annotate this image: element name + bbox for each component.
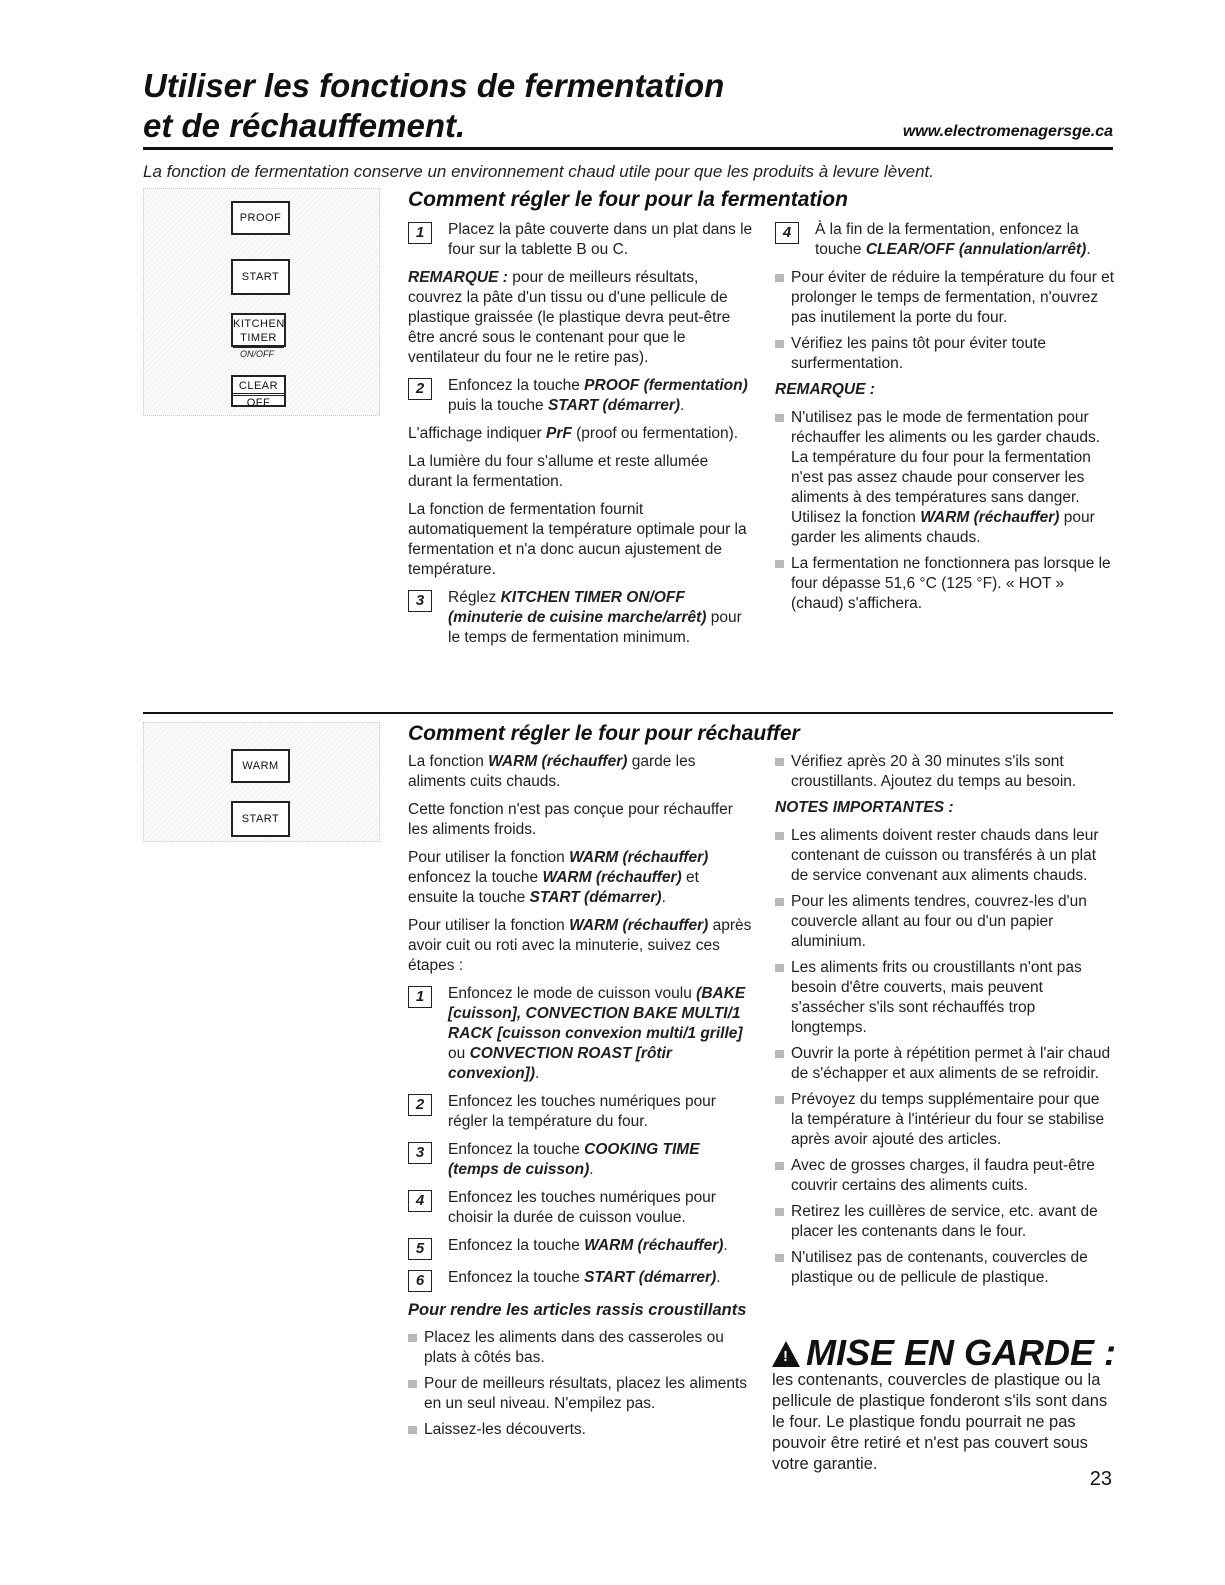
warning-icon: ! bbox=[772, 1341, 800, 1367]
proof-bullet: La fermentation ne fonctionnera pas lorsque le four dépasse 51,6 °C (125 °F). « HOT » (chaud) s'affichera. bbox=[775, 554, 1115, 614]
page-title-line-1: Utiliser les fonctions de fermentation bbox=[143, 67, 725, 104]
warm-left-column bbox=[408, 752, 753, 1446]
step-number: 3 bbox=[408, 1142, 432, 1164]
warm-step-4: 4 Enfoncez les touches numériques pour choisir la durée de cuisson voulue. bbox=[408, 1188, 753, 1228]
proof-right-column bbox=[775, 220, 1115, 620]
proof-step-1: 1 Placez la pâte couverte dans un plat dans le four sur la tablette B ou C. bbox=[408, 220, 753, 260]
warm-control-panel bbox=[143, 722, 380, 842]
onoff-label: ON/OFF bbox=[240, 349, 274, 359]
proof-step-3: 3 Réglez KITCHEN TIMER ON/OFF (minuterie de cuisine marche/arrêt) pour le temps de fermentation minimum. bbox=[408, 588, 753, 648]
clear-off-key: CLEAR OFF bbox=[231, 375, 286, 407]
crisp-bullet: Placez les aliments dans des casseroles ou plats à côtés bas. bbox=[408, 1328, 753, 1368]
note-bullet: Ouvrir la porte à répétition permet à l'air chaud de s'échapper et aux aliments de se refroidir. bbox=[775, 1044, 1115, 1084]
crisp-bullet: Pour de meilleurs résultats, placez les aliments en un seul niveau. N'empilez pas. bbox=[408, 1374, 753, 1414]
section-rule bbox=[143, 712, 1113, 714]
proof-bullet: N'utilisez pas le mode de fermentation pour réchauffer les aliments ou les garder chauds. La température du four pour la fermentation n'est pas assez chaude pour conserver les aliments à des températures sans danger. Utilisez la fonction WARM (réchauffer) pour garder les aliments chauds. bbox=[775, 408, 1115, 548]
intro-text: La fonction de fermentation conserve un environnement chaud utile pour que les produits à levure lèvent. bbox=[143, 162, 934, 181]
light-text: La lumière du four s'allume et reste allumée durant la fermentation. bbox=[408, 453, 709, 490]
crisp-heading: Pour rendre les articles rassis croustillants bbox=[408, 1301, 747, 1319]
website-url[interactable]: www.electromenagersge.ca bbox=[902, 123, 1113, 140]
proof-remark-2: REMARQUE : bbox=[775, 381, 875, 398]
step-number: 2 bbox=[408, 378, 432, 400]
warm-bullet: Vérifiez après 20 à 30 minutes s'ils sont croustillants. Ajoutez du temps au besoin. bbox=[775, 752, 1115, 792]
note-bullet: N'utilisez pas de contenants, couvercles de plastique ou de pellicule de plastique. bbox=[775, 1248, 1115, 1288]
step-number: 4 bbox=[775, 222, 799, 244]
start-key: START bbox=[231, 259, 290, 295]
step-number: 4 bbox=[408, 1190, 432, 1212]
step-number: 5 bbox=[408, 1238, 432, 1260]
warm-step-5: 5 Enfoncez la touche WARM (réchauffer). bbox=[408, 1236, 753, 1260]
proof-step-2: 2 Enfoncez la touche PROOF (fermentation) puis la touche START (démarrer). bbox=[408, 376, 753, 416]
step-number: 2 bbox=[408, 1094, 432, 1116]
auto-temp-text: La fonction de fermentation fournit automatiquement la température optimale pour la fermentation et n'a donc aucun ajustement de température. bbox=[408, 501, 747, 578]
note-bullet: Retirez les cuillères de service, etc. avant de placer les contenants dans le four. bbox=[775, 1202, 1115, 1242]
page-number: 23 bbox=[1089, 1468, 1112, 1490]
proof-left-column bbox=[408, 220, 753, 656]
warm-key: WARM bbox=[231, 749, 290, 783]
title-rule bbox=[143, 147, 1113, 150]
kitchen-timer-key: KITCHEN TIMER bbox=[231, 313, 286, 347]
step-number: 6 bbox=[408, 1270, 432, 1292]
warning-heading: ! MISE EN GARDE : bbox=[772, 1332, 1116, 1374]
note-bullet: Les aliments frits ou croustillants n'ont pas besoin d'être couverts, mais peuvent s'assécher s'ils sont réchauffés trop longtemps. bbox=[775, 958, 1115, 1038]
warm-para: Cette fonction n'est pas conçue pour réchauffer les aliments froids. bbox=[408, 801, 733, 838]
page-title-line-2: et de réchauffement. bbox=[143, 107, 466, 144]
step-number: 1 bbox=[408, 222, 432, 244]
proof-bullet: Vérifiez les pains tôt pour éviter toute surfermentation. bbox=[775, 334, 1115, 374]
warm-para: Pour utiliser la fonction WARM (réchauffer) enfoncez la touche WARM (réchauffer) et ensuite la touche START (démarrer). bbox=[408, 849, 709, 906]
warm-step-6: 6 Enfoncez la touche START (démarrer). bbox=[408, 1268, 753, 1292]
proof-step-4: 4 À la fin de la fermentation, enfoncez la touche CLEAR/OFF (annulation/arrêt). bbox=[775, 220, 1115, 260]
proof-heading: Comment régler le four pour la fermentation bbox=[408, 188, 848, 211]
proof-bullet: Pour éviter de réduire la température du four et prolonger le temps de fermentation, n'ouvrez pas inutilement la porte du four. bbox=[775, 268, 1115, 328]
warm-para: Pour utiliser la fonction WARM (réchauffer) après avoir cuit ou roti avec la minuterie, suivez ces étapes : bbox=[408, 917, 752, 974]
note-bullet: Les aliments doivent rester chauds dans leur contenant de cuisson ou transférés à un plat de service convenant aux aliments chauds. bbox=[775, 826, 1115, 886]
warm-step-1: 1 Enfoncez le mode de cuisson voulu (BAKE [cuisson], CONVECTION BAKE MULTI/1 RACK [cuisson convexion multi/1 grille] ou CONVECTION ROAST [rôtir convexion]). bbox=[408, 984, 753, 1084]
proof-remark: REMARQUE : pour de meilleurs résultats, couvrez la pâte d'un tissu ou d'une pellicule de plastique graissée (le plastique devra peut-être être ancré sous le contenant pour que le ventilateur du four ne le retire pas). bbox=[408, 269, 731, 366]
start-key: START bbox=[231, 801, 290, 837]
warm-heading: Comment régler le four pour réchauffer bbox=[408, 722, 800, 745]
note-bullet: Avec de grosses charges, il faudra peut-être couvrir certains des aliments cuits. bbox=[775, 1156, 1115, 1196]
note-bullet: Pour les aliments tendres, couvrez-les d'un couvercle allant au four ou d'un papier aluminium. bbox=[775, 892, 1115, 952]
step-number: 3 bbox=[408, 590, 432, 612]
proof-control-panel bbox=[143, 188, 380, 416]
note-bullet: Prévoyez du temps supplémentaire pour que la température à l'intérieur du four se stabilise après avoir ajouté des articles. bbox=[775, 1090, 1115, 1150]
warm-right-column bbox=[775, 752, 1115, 1294]
notes-heading: NOTES IMPORTANTES : bbox=[775, 799, 954, 816]
warm-step-2: 2 Enfoncez les touches numériques pour régler la température du four. bbox=[408, 1092, 753, 1132]
step-number: 1 bbox=[408, 986, 432, 1008]
warm-step-3: 3 Enfoncez la touche COOKING TIME (temps de cuisson). bbox=[408, 1140, 753, 1180]
display-text: L'affichage indiquer PrF (proof ou fermentation). bbox=[408, 425, 739, 442]
warning-body: les contenants, couvercles de plastique ou la pellicule de plastique fonderont s'ils sont dans le four. Le plastique fondu pourrait ne pas pouvoir être retiré et n'est pas couvert sous votre garantie. bbox=[772, 1371, 1108, 1473]
crisp-bullet: Laissez-les découverts. bbox=[408, 1420, 753, 1440]
proof-key: PROOF bbox=[231, 201, 290, 235]
warm-para: La fonction WARM (réchauffer) garde les aliments cuits chauds. bbox=[408, 753, 696, 790]
